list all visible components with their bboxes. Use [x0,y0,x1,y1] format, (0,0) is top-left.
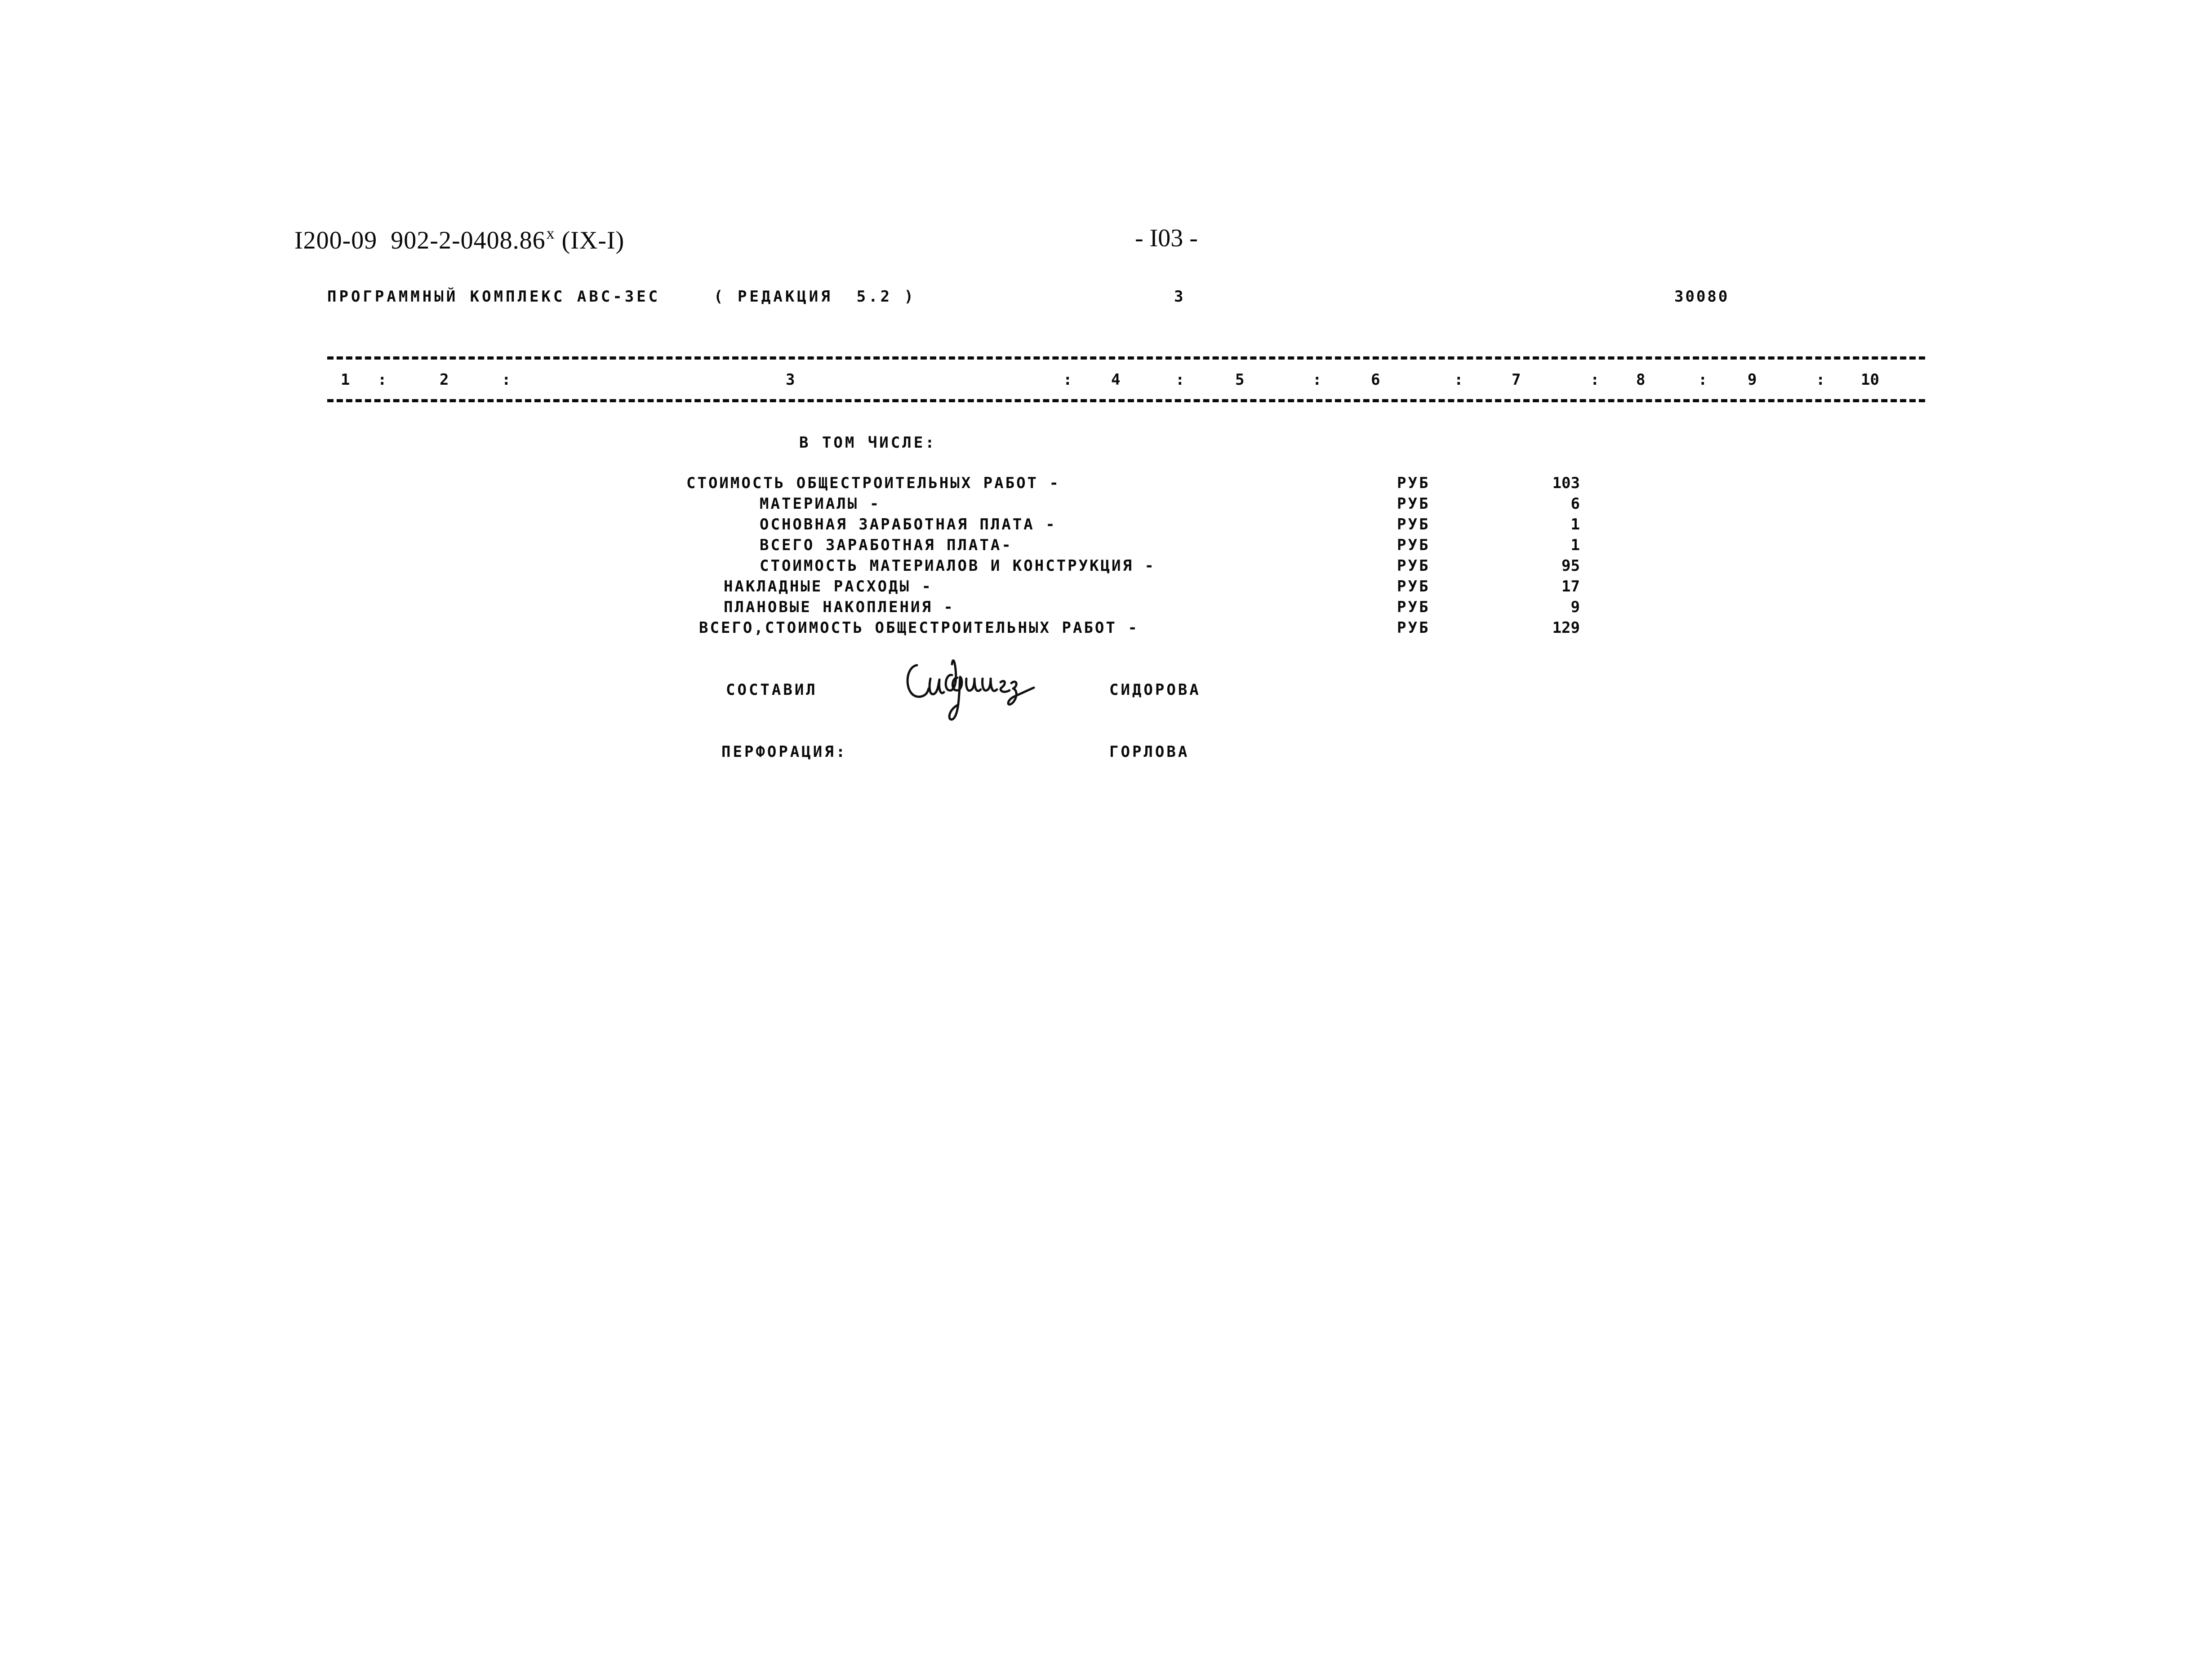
dashed-rule-bottom [327,399,1925,402]
column-number: 6 [1371,371,1380,389]
cost-line-label: ВСЕГО,СТОИМОСТЬ ОБЩЕСТРОИТЕЛЬНЫХ РАБОТ - [699,619,1139,637]
cost-line-unit: РУБ [1397,474,1430,492]
cost-line-value: 1 [1570,536,1580,554]
document-code [294,224,624,255]
section-title: В ТОМ ЧИСЛЕ: [799,434,937,452]
cost-line-unit: РУБ [1397,578,1430,596]
cost-line-label: СТОИМОСТЬ МАТЕРИАЛОВ И КОНСТРУКЦИЯ - [760,557,1156,575]
column-number: 1 [341,371,350,389]
program-code: 30080 [1674,288,1730,306]
document-code-superscript: x [546,224,555,242]
cost-line-value: 6 [1570,495,1580,513]
cost-line-label: НАКЛАДНЫЕ РАСХОДЫ - [724,578,933,596]
cost-line-value: 1 [1570,516,1580,533]
cost-line-unit: РУБ [1397,495,1430,513]
perforation-name: ГОРЛОВА [1109,743,1190,761]
cost-line-unit: РУБ [1397,598,1430,616]
compiled-by-label: СОСТАВИЛ [726,681,818,699]
document-code-main: I200-09 902-2-0408.86 [294,227,546,254]
cost-line-value: 17 [1561,578,1580,596]
column-number: 8 [1636,371,1646,389]
column-separator: : [1816,371,1825,389]
cost-line-value: 95 [1561,557,1580,575]
document-code-suffix: (IX-I) [555,227,625,254]
column-number: 9 [1748,371,1757,389]
column-number: 2 [440,371,449,389]
cost-line-value: 103 [1552,474,1580,492]
cost-line-label: ПЛАНОВЫЕ НАКОПЛЕНИЯ - [724,598,955,616]
column-separator: : [1454,371,1463,389]
cost-line-value: 9 [1570,598,1580,616]
handwritten-signature [899,647,1052,724]
cost-line-unit: РУБ [1397,516,1430,533]
cost-line-unit: РУБ [1397,557,1430,575]
column-separator: : [1175,371,1185,389]
column-separator: : [378,371,387,389]
column-number: 5 [1235,371,1245,389]
column-separator: : [1063,371,1072,389]
column-number: 3 [786,371,795,389]
cost-line-label: МАТЕРИАЛЫ - [760,495,881,513]
cost-line-value: 129 [1552,619,1580,637]
program-system-name: ПРОГРАММНЫЙ КОМПЛЕКС АВС-3ЕС [327,288,661,306]
column-separator: : [1698,371,1708,389]
column-separator: : [1590,371,1600,389]
cost-line-unit: РУБ [1397,536,1430,554]
column-numbers-row [327,371,1925,391]
cost-line-unit: РУБ [1397,619,1430,637]
column-number: 7 [1512,371,1521,389]
program-edition: ( РЕДАКЦИЯ 5.2 ) [714,288,916,306]
perforation-label: ПЕРФОРАЦИЯ: [721,743,848,761]
column-separator: : [502,371,511,389]
cost-line-label: ВСЕГО ЗАРАБОТНАЯ ПЛАТА- [760,536,1013,554]
program-number: 3 [1174,288,1183,306]
cost-line-label: СТОИМОСТЬ ОБЩЕСТРОИТЕЛЬНЫХ РАБОТ - [686,474,1060,492]
page-number: - I03 - [1135,224,1198,252]
column-number: 10 [1861,371,1879,389]
column-separator: : [1312,371,1322,389]
column-number: 4 [1111,371,1121,389]
compiled-by-name: СИДОРОВА [1109,681,1201,699]
dashed-rule-top [327,356,1925,360]
cost-line-label: ОСНОВНАЯ ЗАРАБОТНАЯ ПЛАТА - [760,516,1057,533]
